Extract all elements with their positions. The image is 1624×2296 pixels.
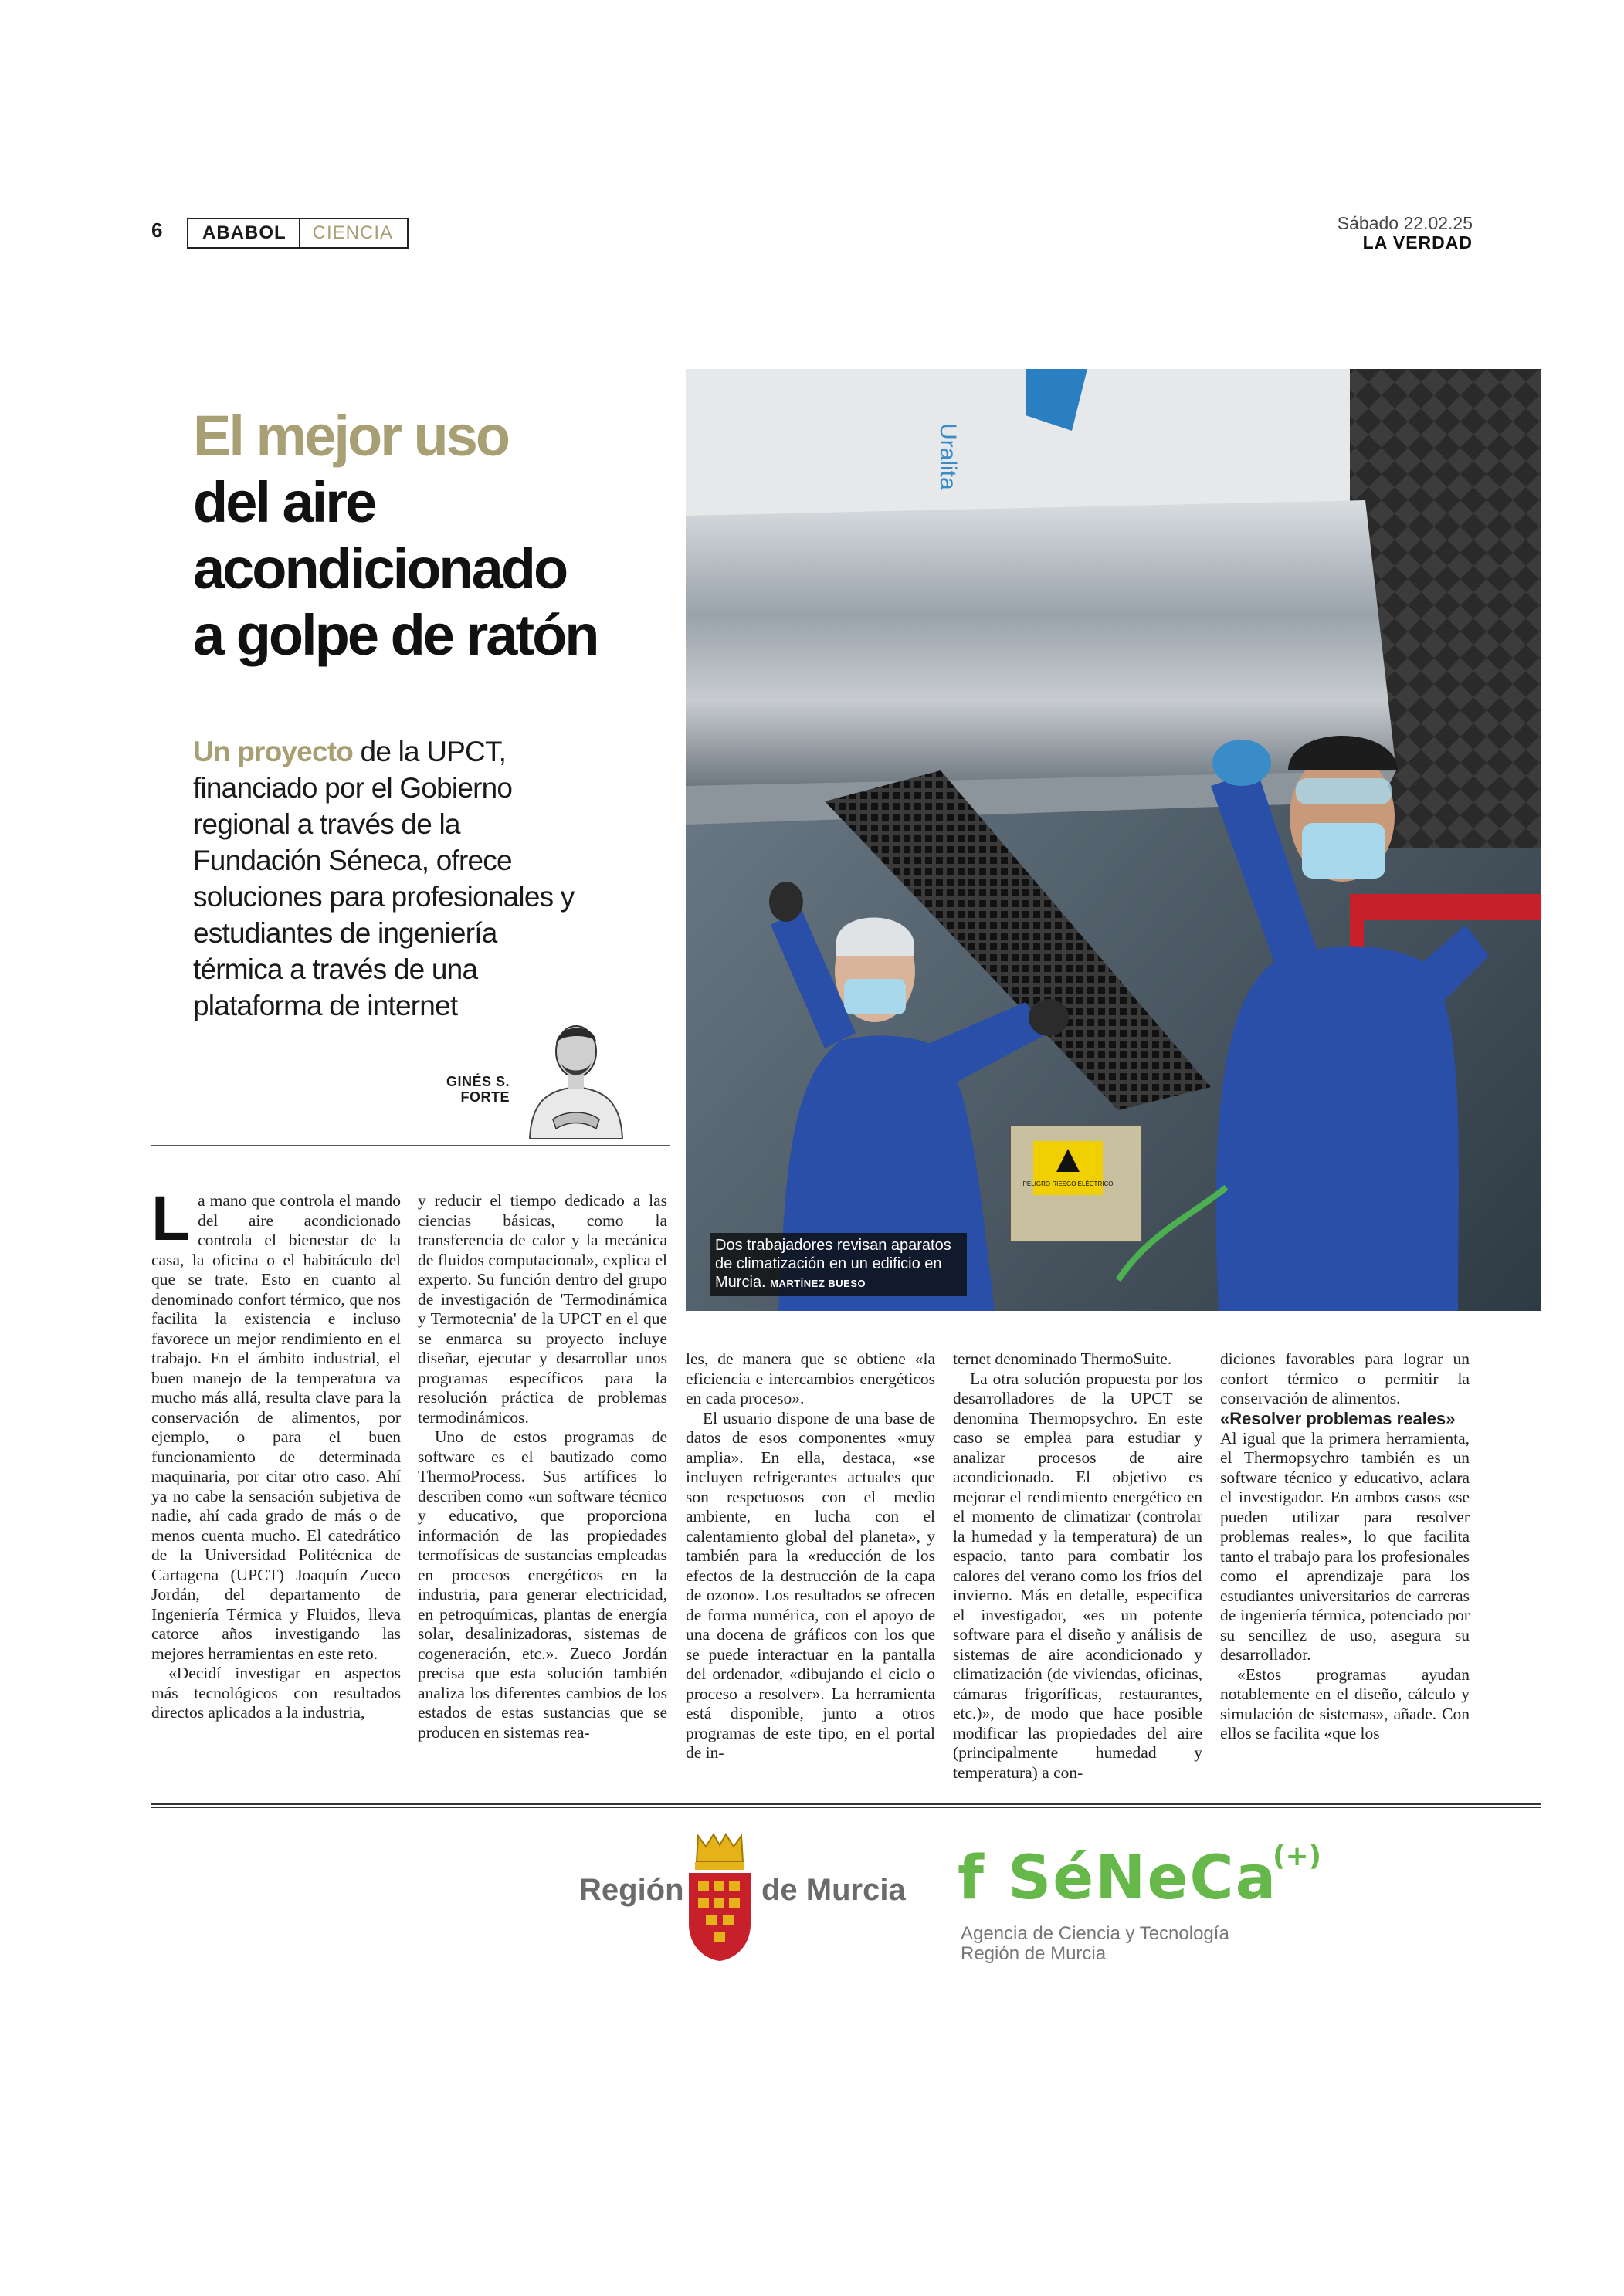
footer-divider-thin [151,1807,1541,1808]
seneca-plus-mark: (+) [1273,1841,1322,1872]
headline-line: acondicionado [193,537,567,601]
seneca-name: SéNeCa [1008,1844,1278,1913]
article-column-3 [686,1349,935,1763]
article-paragraph: diciones favorables para lograr un confort térmico o permitir la conservación de alimentos. [1220,1349,1470,1407]
article-column-5 [1220,1349,1470,1744]
byline-name: GINÉS S. [446,1074,510,1089]
article-paragraph: «Estos programas ayudan notablemente en el diseño, cálculo y simulación de sistemas», añade. Con ellos se facilita «que los [1220,1664,1470,1742]
subheadline-text: de la UPCT, financiado por el Gobierno regional a través de la Fundación Séneca, ofrece soluciones para profesionales y estudiantes de ingeniería térmica a través de una plataforma de internet [193,736,575,1021]
article-paragraph: El usuario dispone de una base de datos de esos componentes «muy amplia». En ella, destaca, «se incluyen refrigerantes actuales que son respetuosos con el medio ambiente, en lucha con el calentamiento global del planeta», y también para la «reducción de los efectos de la destrucción de la capa de ozono». Los resultados se ofrecen de forma numérica, con el apoyo de una docena de gráficos con los que se puede interactuar en la pantalla del ordenador, «dibujando el ciclo o proceso a resolver». La herramienta está disponible, junto a otros programas de este tipo, en el portal de in- [686,1408,935,1762]
photo-caption [710,1233,967,1296]
footer-divider [151,1803,1541,1805]
seneca-subtitle [961,1924,1229,1964]
seneca-subtitle-line1: Agencia de Ciencia y Tecnología [961,1923,1229,1944]
article-column-4 [953,1349,1202,1783]
section-primary: ABABOL [188,219,300,247]
article-paragraph: La otra solución propuesta por los desarrolladores de la UPCT se denomina Thermopsychro. En este caso se emplea para estudiar y analizar procesos de aire acondicionado. El objetivo es mejorar el rendimiento energético en el momento de climatizar (controlar la humedad y la temperatura) de un espacio, tanto para combatir los calores del verano como los fríos del invierno. Más en detalle, especifica el investigador, «es un potente software para el diseño y análisis de sistemas de aire acondicionado y climatización (de viviendas, oficinas, cámaras frigoríficas, restaurantes, etc.)», de modo que hace posible modificar las propiedades del aire (principalmente humedad y temperatura) a con- [953,1369,1202,1782]
subheadline [193,733,579,1024]
seneca-logo [958,1844,1277,1913]
article-paragraph: Al igual que la primera herramienta, el Thermopsychro también es un software técnico y educativo, aclara el investigador. En ambos casos «se pueden utilizar para resolver problemas reales», lo que facilita tanto el trabajo para los profesionales como el aprendizaje para los estudiantes universitarios de carreras de ingeniería térmica, potenciado por su sencillez de uso, asegura su desarrollador. [1220,1428,1470,1664]
headline-accent: El mejor uso [193,404,509,468]
article-paragraph: ternet denominado ThermoSuite. [953,1349,1172,1368]
newspaper-name: LA VERDAD [1362,232,1473,252]
byline [425,1074,510,1105]
byline-divider [151,1145,670,1146]
article-column-2 [418,1191,667,1742]
byline-surname: FORTE [460,1089,510,1105]
uralita-brand-text: Uralita [935,423,961,490]
article-column-1 [151,1184,401,1723]
region-murcia-logo-right: de Murcia [761,1873,906,1907]
article-subhead: «Resolver problemas reales» [1220,1408,1456,1428]
issue-date: Sábado 22.02.25 [1337,213,1473,233]
subheadline-accent: Un proyecto [193,736,354,767]
seneca-f-mark: f [958,1844,985,1913]
section-label [187,218,409,249]
issue-date-block [1338,215,1473,252]
seneca-subtitle-line2: Región de Murcia [961,1943,1107,1964]
article-paragraph: «Decidí investigar en aspectos más tecnológicos con resultados directos aplicados a la industria, [151,1664,401,1722]
photo-caption-text: Dos trabajadores revisan aparatos de climatización en un edificio en Murcia. [715,1237,951,1291]
author-photo [522,1004,630,1139]
page-number: 6 [151,218,163,242]
region-murcia-shield-icon [683,1831,757,1962]
article-paragraph: y reducir el tiempo dedicado a las ciencias básicas, como la transferencia de calor y la mecánica de fluidos computacional», explica el experto. Su función dentro del grupo de investigación de 'Termodinámica y Termotecnia' de la UPCT en el que se enmarca su proyecto incluye diseñar, ejecutar y desarrollar unos programas específicos para la resolución práctica de problemas termodinámicos. [418,1191,667,1427]
photo-credit: MARTÍNEZ BUESO [770,1278,866,1289]
article-photo [686,369,1541,1311]
headline-line: del aire [193,470,375,534]
headline-line: a golpe de ratón [193,603,598,667]
drop-cap: L [151,1184,191,1254]
article-paragraph: Uno de estos programas de software es el bautizado como ThermoProcess. Sus artífices lo describen como «un software técnico y educativo, que proporciona información de las propiedades termofísicas de sustancias empleadas en procesos energéticos en la industria, para generar electricidad, en petroquímicas, plantas de energía solar, desalinizadoras, sistemas de cogeneración, etc.». Zueco Jordán precisa que esta solución también analiza los diferentes cambios de los estados de estas sustancias que se producen en sistemas rea- [418,1427,667,1742]
section-secondary: CIENCIA [312,222,394,243]
article-paragraph: La mano que controla el mando del aire acondicionado controla el bienestar de la casa, la oficina o el habitáculo del que se trate. Esto en cuanto al denominado confort térmico, que nos facilita la existencia e incluso favorece un mejor rendimiento en el trabajo. En el ámbito industrial, el buen manejo de la temperatura va mucho más allá, resulta clave para la conservación de alimentos, por ejemplo, o para el buen funcionamiento de determinada maquinaria, por citar otro caso. Ahí ya no cabe la sensación subjetiva de nadie, ahí cada grado de más o de menos cuenta mucho. El catedrático de la Universidad Politécnica de Cartagena (UPCT) Joaquín Zueco Jordán, del departamento de Ingeniería Térmica y Fluidos, lleva catorce años investigando las mejores herramientas en este reto. [151,1184,401,1663]
warning-label-text: PELIGRO RIESGO ELÉCTRICO [1022,1180,1114,1187]
headline [193,403,672,669]
article-paragraph: les, de manera que se obtiene «la eficiencia e intercambios energéticos en cada proceso». [686,1349,935,1407]
region-murcia-logo-left: Región [579,1873,684,1907]
